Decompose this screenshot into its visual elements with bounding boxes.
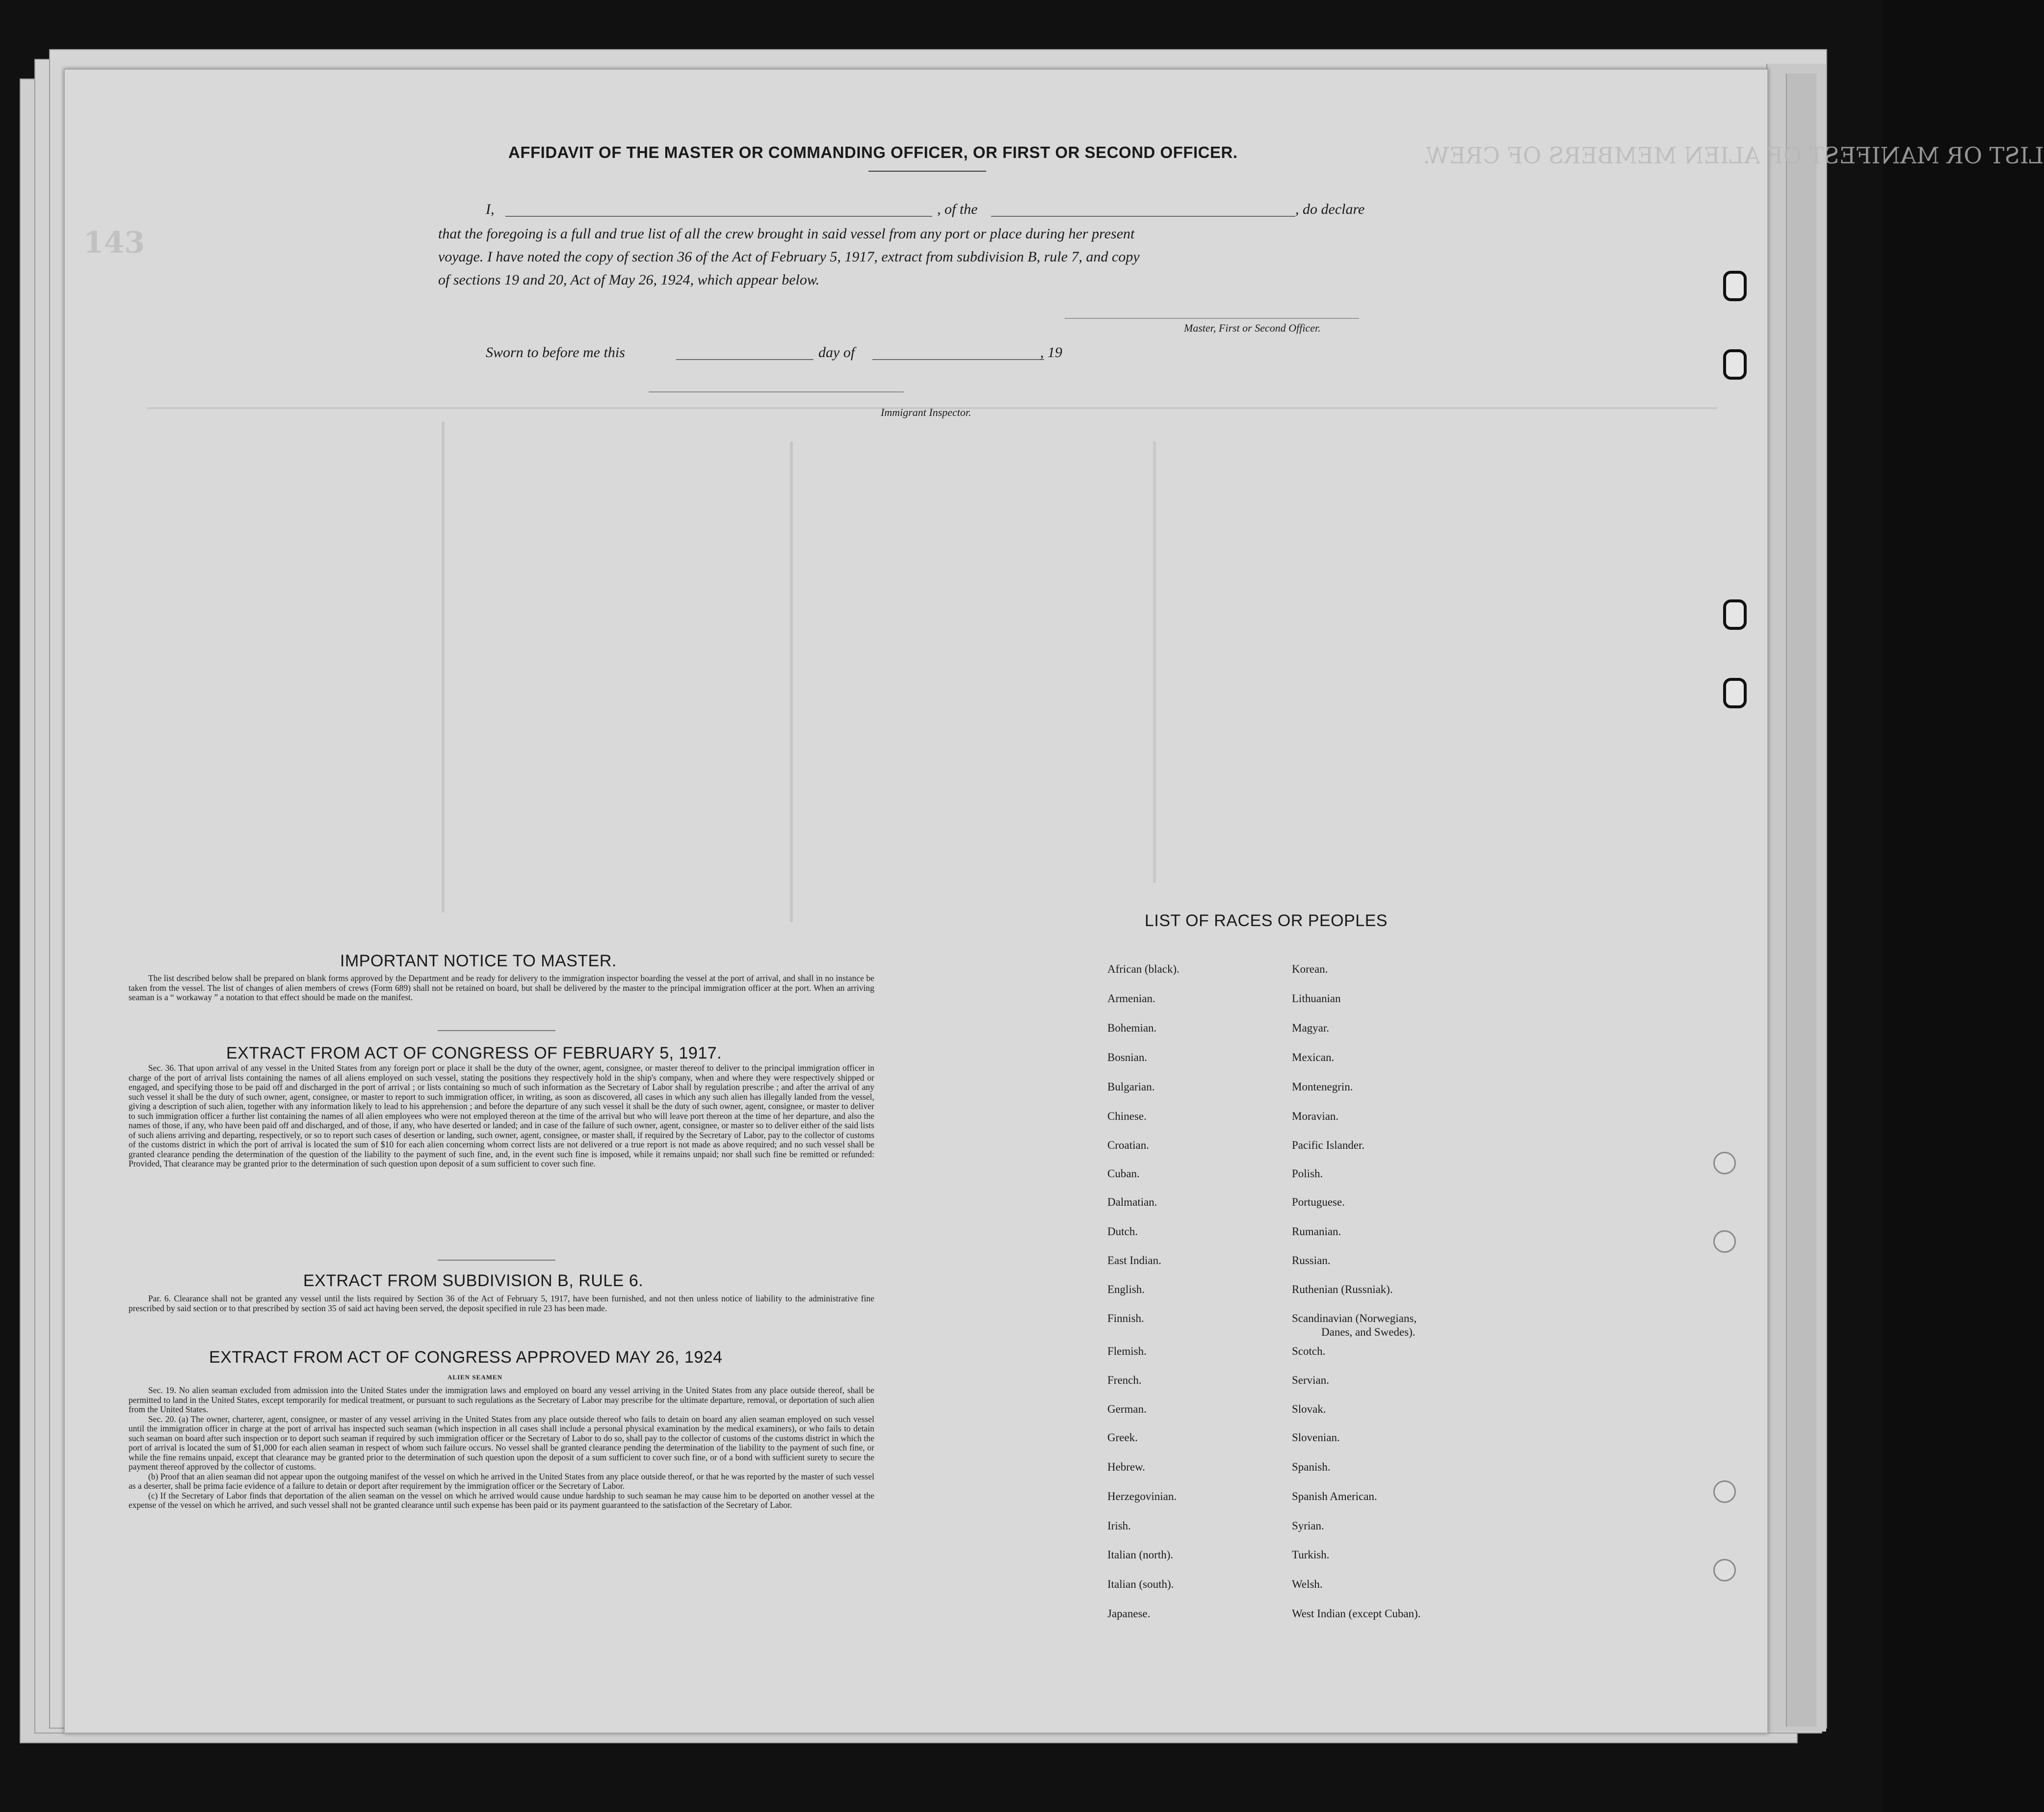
race-item: Montenegrin.: [1292, 1081, 1353, 1093]
extract-rule6-text: Par. 6. Clearance shall not be granted any vessel until the lists required by Section 36 of the Act of February 5, 1917, have been furnished, and not then unless notice of liability to the administrative fine prescribed by said section or to that prescribed by section 35 of said act having been served, the deposit specified in rule 23 has been made.: [129, 1294, 874, 1313]
race-item: East Indian.: [1107, 1254, 1161, 1267]
race-item: Scotch.: [1292, 1345, 1326, 1357]
extract-rule6-title: EXTRACT FROM SUBDIVISION B, RULE 6.: [303, 1271, 644, 1290]
race-item: Bosnian.: [1107, 1051, 1148, 1063]
extract-1917-text: Sec. 36. That upon arrival of any vessel in the United States from any foreign port or place it shall be the duty of the owner, agent, consignee, or master thereof to deliver to the principal immigration officer in charge of the port of arrival lists containing the names of all aliens employed on such vessel, stating the positions they respectively hold in the ship's company, when and where they were respectively shipped or engaged, and specifying those to be paid off and discharged in the port of arrival ; or lists containing so much of such information as the Secretary of Labor shall by regulation prescribe ; and after the arrival of any such vessel it shall be the duty of such owner, agent, consignee, or master to report to such immigration officer, in writing, as soon as discovered, all cases in which any such alien has illegally landed from the vessel, giving a description of such alien, together with any information likely to lead to his apprehension ; and before the departure of any such vessel it shall be the duty of such owner, agent, consignee, or master to deliver to such immigration officer a further list containing the names of all alien employees who were not employed thereon at the time of the arrival but who will leave port thereon at the time of her departure, and also the names of those, if any, who have been paid off and discharged, and of those, if any, who have deserted or landed; and in case of the failure of such owner, agent, consignee, or master so to deliver either of the said lists of such aliens arriving and departing, respectively, or so to report such cases of desertion or landing, such owner, agent, consignee, or master shall, if required by the Secretary of Labor, pay to the collector of customs of the customs district in which the port of arrival is located the sum of $10 for each alien concerning whom correct lists are not delivered or a true report is not made as above required; and no such vessel shall be granted clearance pending the determination of the question of the liability to the payment of such fine, and, in the event such fine is imposed, while it remains unpaid; nor shall such fine be remitted or refunded: Provided, That clearance may be granted prior to the determination of such question upon deposit of a sum sufficient to cover such fine.: [129, 1063, 874, 1168]
extract-1924-body: [129, 1386, 874, 1510]
race-item: Spanish American.: [1292, 1490, 1377, 1502]
sec19-text: Sec. 19. No alien seaman excluded from admission into the United States under the immigration laws and employed on board any vessel arriving in the United States from any place outside thereof, shall be permitted to land in the United States, except temporarily for medical treatment, or pursuant to such regulations as the Secretary of Labor may prescribe for the ultimate departure, removal, or deportation of such alien from the United States.: [129, 1385, 874, 1414]
race-item: Armenian.: [1107, 992, 1155, 1005]
race-item: Bulgarian.: [1107, 1081, 1155, 1093]
race-item: Scandinavian (Norwegians,: [1292, 1312, 1417, 1324]
race-item: Moravian.: [1292, 1110, 1339, 1122]
sec20c-text: (c) If the Secretary of Labor finds that deportation of the alien seaman on the vessel on which he arrived would cause undue hardship to such seaman he may cause him to be deported on another vessel at the expense of the vessel on which he arrived, and such vessel shall not be granted clearance until such expense has been paid or its payment guaranteed to the satisfaction of the Secretary of Labor.: [129, 1490, 874, 1510]
race-item: Polish.: [1292, 1167, 1323, 1180]
race-item: Finnish.: [1107, 1312, 1144, 1324]
race-item: Greek.: [1107, 1431, 1138, 1444]
vessel-name-line: [991, 216, 1295, 217]
race-item: African (black).: [1107, 963, 1179, 975]
race-item: Slovak.: [1292, 1403, 1326, 1415]
extract-rule6-body: [129, 1294, 874, 1313]
page-edge: [1786, 74, 1816, 1727]
bleed-through: LIST OR MANIFEST OF ALIEN MEMBERS OF CREW.: [1423, 142, 2044, 169]
race-item: Bohemian.: [1107, 1022, 1157, 1034]
race-item: West Indian (except Cuban).: [1292, 1607, 1421, 1620]
sworn-prefix: Sworn to before me this: [486, 344, 625, 361]
notice-body: [129, 974, 874, 1003]
extract-1917-title: EXTRACT FROM ACT OF CONGRESS OF FEBRUARY 5, 1917.: [226, 1044, 722, 1062]
title-rule: [868, 171, 986, 172]
inspector-label: Immigrant Inspector.: [881, 406, 971, 418]
race-item: Hebrew.: [1107, 1461, 1146, 1473]
race-item: English.: [1107, 1283, 1145, 1295]
affidavit-body-line: voyage. I have noted the copy of section 36 of the Act of February 5, 1917, extract from subdivision B, rule 7, and copy: [438, 249, 1140, 265]
notice-text: The list described below shall be prepared on blank forms approved by the Department and be ready for delivery to the immigration inspector boarding the vessel at the port of arrival, and shall in no instance be taken from the vessel. The list of changes of alien members of crews (Form 689) shall not be retained on board, but shall be delivered by the master to the principal immigration officer at the port. When an arriving seaman is a “ workaway ” a notation to that effect should be made on the manifest.: [129, 973, 874, 1002]
race-item: Herzegovinian.: [1107, 1490, 1177, 1502]
race-item: Mexican.: [1292, 1051, 1335, 1063]
race-item: Italian (south).: [1107, 1578, 1174, 1590]
race-item: Flemish.: [1107, 1345, 1147, 1357]
race-item: Spanish.: [1292, 1461, 1331, 1473]
sec20a-text: Sec. 20. (a) The owner, charterer, agent, consignee, or master of any vessel arriving in the United States from any place outside thereof who fails to detain on board any alien seaman employed on such vessel until the immigration officer in charge at the port of arrival has inspected such seaman (which inspection in all cases shall include a personal physical examination by the medical examiners), or who fails to detain such seaman on board after such inspection or to deport such seaman if required by such immigration officer or the Secretary of Labor to do so, shall pay to the collector of customs of the customs district in which the port of arrival is located the sum of $1,000 for each alien seaman in respect of whom such failure occurs. No vessel shall be granted clearance pending the determination of the liability to the payment of such fine, or while the fine remains unpaid, except that clearance may be granted prior to the determination of such question upon the deposit of a sum sufficient to cover such fine, or of a bond with sufficient surety to secure the payment thereof approved by the collector of customs.: [129, 1414, 874, 1472]
race-item: German.: [1107, 1403, 1147, 1415]
race-item: Lithuanian: [1292, 992, 1341, 1005]
notice-title: IMPORTANT NOTICE TO MASTER.: [340, 952, 617, 970]
bleed-through: 143: [83, 226, 145, 260]
race-item: Dalmatian.: [1107, 1196, 1157, 1208]
binder-hole: [1713, 1230, 1736, 1253]
race-item: Slovenian.: [1292, 1431, 1340, 1444]
race-item: Dutch.: [1107, 1225, 1138, 1238]
race-item: Servian.: [1292, 1374, 1330, 1386]
race-item: Japanese.: [1107, 1607, 1151, 1620]
race-item: Chinese.: [1107, 1110, 1147, 1122]
race-item: Portuguese.: [1292, 1196, 1345, 1208]
binder-hole: [1723, 349, 1747, 380]
race-item: Korean.: [1292, 963, 1328, 975]
sworn-month-line: [872, 359, 1044, 360]
race-item: French.: [1107, 1374, 1142, 1386]
alien-seamen-subtitle: ALIEN SEAMEN: [447, 1373, 503, 1381]
race-item: Ruthenian (Russniak).: [1292, 1283, 1393, 1295]
race-item: Italian (north).: [1107, 1549, 1174, 1561]
affidavit-body-line: that the foregoing is a full and true list of all the crew brought in said vessel from any port or place during her present: [438, 226, 1135, 242]
race-item-continuation: Danes, and Swedes).: [1321, 1326, 1415, 1338]
bleed-through-column: [442, 422, 445, 912]
affidavit-body-line: of sections 19 and 20, Act of May 26, 1924, which appear below.: [438, 272, 820, 288]
affidavit-declare: , do declare: [1295, 201, 1365, 217]
binder-hole: [1723, 271, 1747, 301]
races-title: LIST OF RACES OR PEOPLES: [1145, 911, 1388, 930]
extract-1924-title: EXTRACT FROM ACT OF CONGRESS APPROVED MAY 26, 1924: [209, 1348, 723, 1367]
binder-hole: [1713, 1152, 1736, 1174]
binder-hole: [1713, 1559, 1736, 1581]
sec20b-text: (b) Proof that an alien seaman did not appear upon the outgoing manifest of the vessel on which he arrived in the United States from any place outside thereof, or that he was reported by the master of such vessel as a deserter, shall be prima facie evidence of a failure to detain or deport after requirement by the immigration officer or the Secretary of Labor.: [129, 1471, 874, 1491]
master-signature-label: Master, First or Second Officer.: [1184, 322, 1321, 334]
binder-hole: [1723, 599, 1747, 630]
bleed-through-column: [790, 441, 793, 922]
sworn-date-line: [676, 359, 813, 360]
race-item: Rumanian.: [1292, 1225, 1341, 1238]
affidavit-title: AFFIDAVIT OF THE MASTER OR COMMANDING OFFICER, OR FIRST OR SECOND OFFICER.: [508, 143, 1238, 161]
sworn-year: , 19: [1040, 344, 1062, 361]
race-item: Syrian.: [1292, 1520, 1324, 1532]
race-item: Pacific Islander.: [1292, 1139, 1365, 1151]
race-item: Welsh.: [1292, 1578, 1323, 1590]
race-item: Russian.: [1292, 1254, 1331, 1267]
extract-1917-body: [129, 1063, 874, 1169]
race-item: Cuban.: [1107, 1167, 1140, 1180]
binder-hole: [1713, 1480, 1736, 1503]
sworn-day-of: day of: [818, 344, 855, 361]
master-signature-line: [1065, 318, 1359, 319]
race-item: Irish.: [1107, 1520, 1131, 1532]
bleed-through-column: [1153, 441, 1156, 883]
race-item: Croatian.: [1107, 1139, 1149, 1151]
section-rule: [438, 1260, 555, 1261]
race-item: Turkish.: [1292, 1549, 1330, 1561]
affidavit-of-the: , of the: [937, 201, 978, 217]
section-rule: [438, 1030, 555, 1031]
affidavit-i: I,: [486, 201, 495, 217]
race-item: Magyar.: [1292, 1022, 1330, 1034]
inspector-signature-line: [649, 391, 904, 392]
master-name-line: [505, 216, 932, 217]
binder-hole: [1723, 678, 1747, 708]
